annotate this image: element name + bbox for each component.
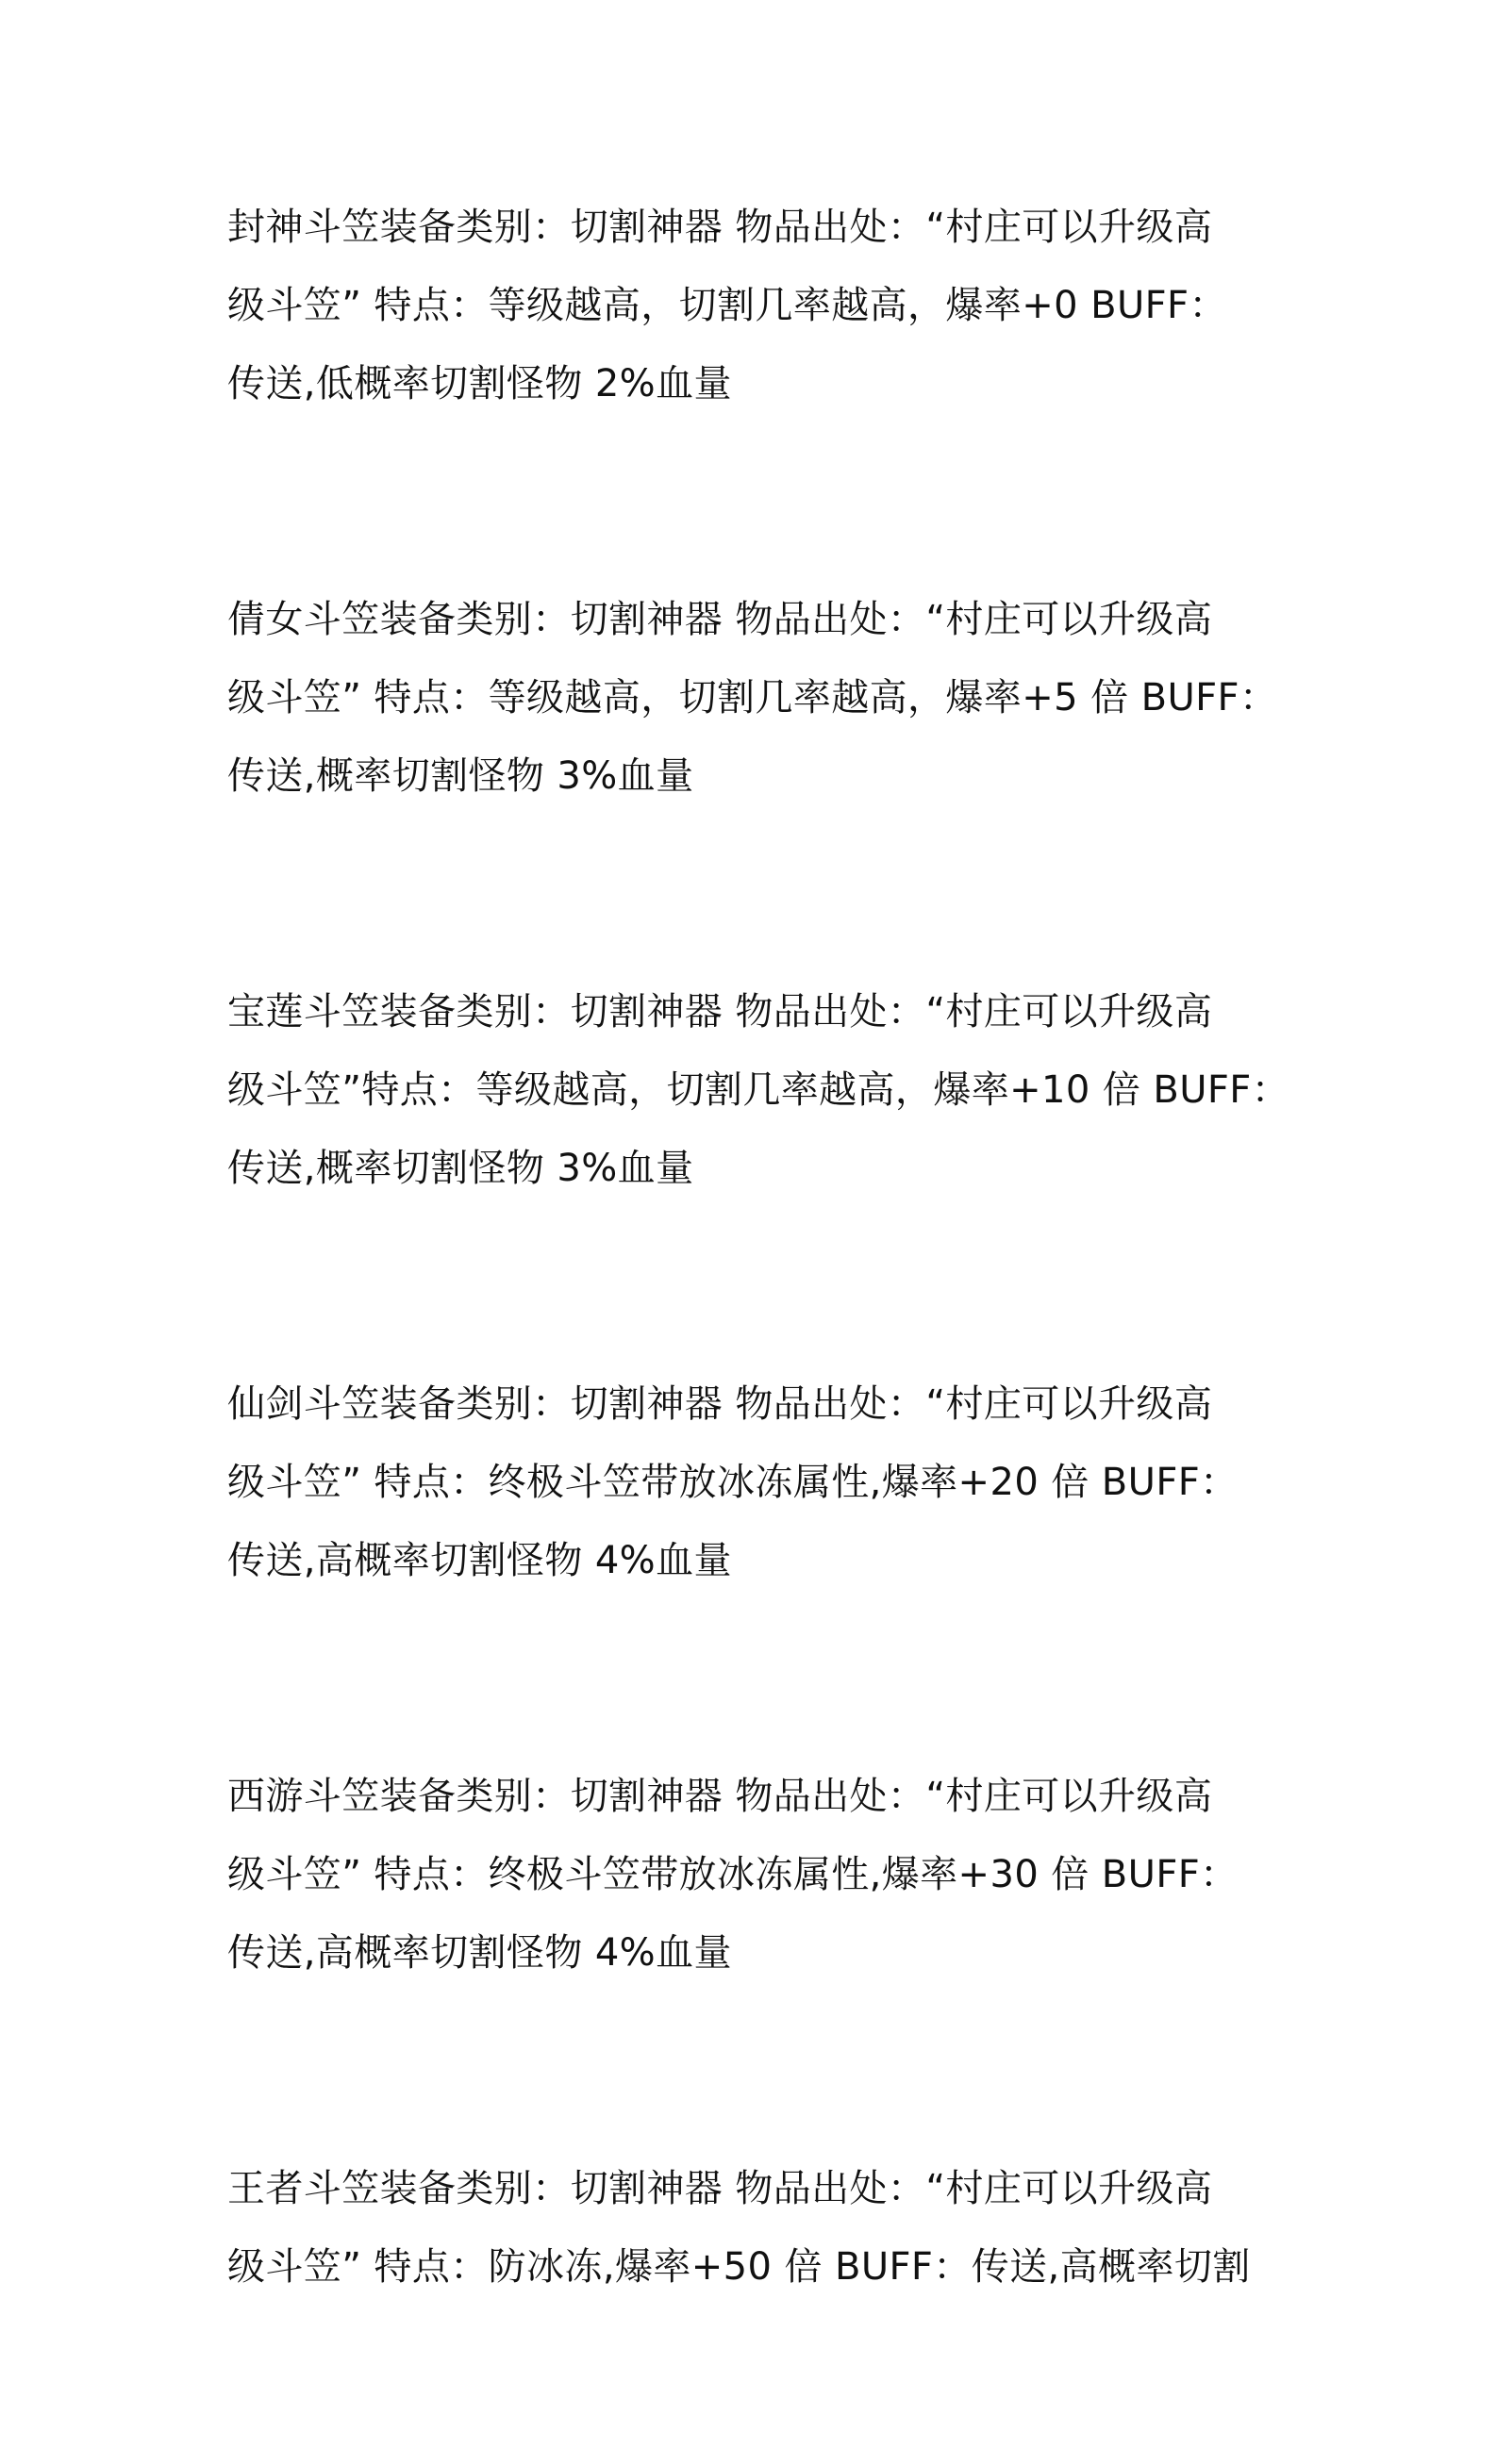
text-line: 倩女斗笠装备类别：切割神器 物品出处：“村庄可以升级高 <box>227 598 1213 641</box>
text-line: 传送,低概率切割怪物 2%血量 <box>227 362 732 405</box>
text-line: 传送,高概率切割怪物 4%血量 <box>227 1539 732 1582</box>
text-line: 级斗笠” 特点：终极斗笠带放冰冻属性,爆率+20 倍 BUFF： <box>227 1461 1239 1504</box>
entry-fengshen-douli <box>227 189 1284 423</box>
text-line: 级斗笠”特点：等级越高，切割几率越高，爆率+10 倍 BUFF： <box>227 1068 1290 1112</box>
entry-xianjian-douli <box>227 1365 1284 1600</box>
text-line: 仙剑斗笠装备类别：切割神器 物品出处：“村庄可以升级高 <box>227 1382 1213 1426</box>
text-line: 级斗笠” 特点：等级越高，切割几率越高，爆率+0 BUFF： <box>227 284 1227 327</box>
text-line: 传送,高概率切割怪物 4%血量 <box>227 1931 732 1975</box>
entry-baolian-douli <box>227 973 1290 1208</box>
text-line: 封神斗笠装备类别：切割神器 物品出处：“村庄可以升级高 <box>227 206 1213 249</box>
text-line: 王者斗笠装备类别：切割神器 物品出处：“村庄可以升级高 <box>227 2167 1213 2210</box>
entry-xiyou-douli <box>227 1758 1284 1993</box>
document-body <box>227 189 1290 2464</box>
text-line: 传送,概率切割怪物 3%血量 <box>227 754 694 798</box>
text-line: 级斗笠” 特点：防冰冻,爆率+50 倍 BUFF：传送,高概率切割 <box>227 2245 1251 2289</box>
text-line: 级斗笠” 特点：终极斗笠带放冰冻属性,爆率+30 倍 BUFF： <box>227 1853 1239 1896</box>
text-line: 西游斗笠装备类别：切割神器 物品出处：“村庄可以升级高 <box>227 1775 1213 1818</box>
entry-qiannv-douli <box>227 581 1284 816</box>
entry-wangzhe-douli <box>227 2150 1284 2307</box>
text-line: 传送,概率切割怪物 3%血量 <box>227 1147 694 1190</box>
text-line: 宝莲斗笠装备类别：切割神器 物品出处：“村庄可以升级高 <box>227 990 1213 1034</box>
text-line: 级斗笠” 特点：等级越高，切割几率越高，爆率+5 倍 BUFF： <box>227 676 1278 719</box>
